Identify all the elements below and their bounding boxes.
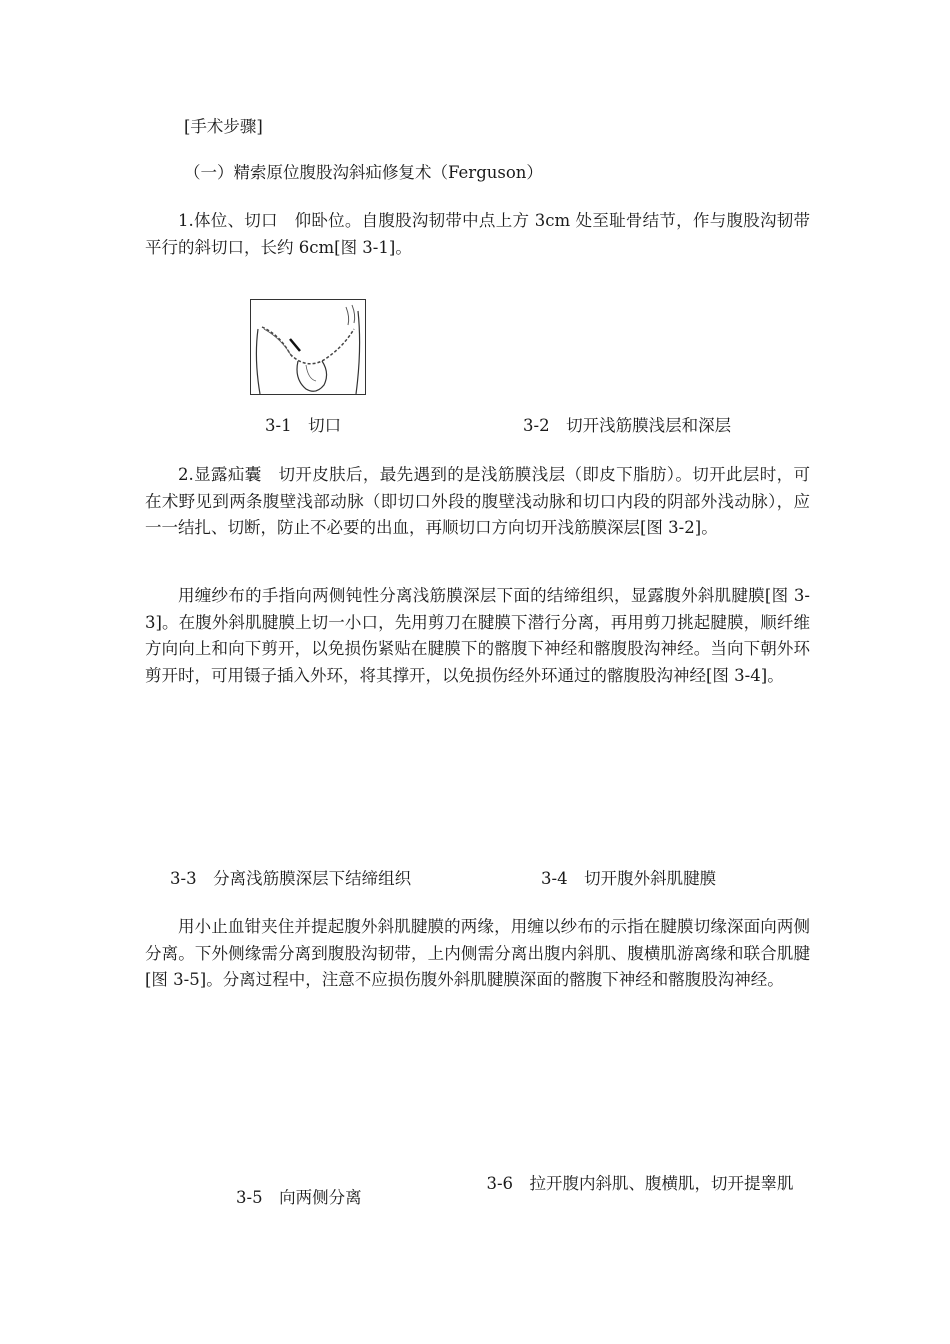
paragraph-position-incision: 1.体位、切口 仰卧位。自腹股沟韧带中点上方 3cm 处至耻骨结节，作与腹股沟韧带平行的斜切口，长约 6cm[图 3-1]。	[145, 211, 810, 257]
caption-figure-3-5: 3-5 向两侧分离	[236, 1188, 362, 1207]
paragraph-separate-tissue: 用缠纱布的手指向两侧钝性分离浅筋膜深层下面的结缔组织，显露腹外斜肌腱膜[图 3-3]。在腹外斜肌腱膜上切一小口，先用剪刀在腱膜下潜行分离，再用剪刀挑起腱膜，顺纤维方向向上和向下剪开，以免损伤紧贴在腱膜下的髂腹下神经和髂腹股沟神经。当向下朝外环剪开时，可用镊子插入外环，将其撑开，以免损伤经外环通过的髂腹股沟神经[图 3-4]。	[145, 586, 810, 685]
caption-figure-3-3: 3-3 分离浅筋膜深层下结缔组织	[170, 869, 412, 888]
procedure-subheading: （一）精索原位腹股沟斜疝修复术（Ferguson）	[184, 163, 543, 182]
paragraph-separate-aponeurosis: 用小止血钳夹住并提起腹外斜肌腱膜的两缘，用缠以纱布的示指在腱膜切缘深面向两侧分离。下外侧缘需分离到腹股沟韧带，上内侧需分离出腹内斜肌、腹横肌游离缘和联合肌腱[图 3-5]。分离过程中，注意不应损伤腹外斜肌腱膜深面的髂腹下神经和髂腹股沟神经。	[145, 917, 810, 989]
figure-3-1-illustration	[250, 299, 366, 395]
section-heading: [手术步骤]	[184, 117, 263, 136]
caption-figure-3-4: 3-4 切开腹外斜肌腱膜	[541, 869, 717, 888]
caption-figure-3-1: 3-1 切口	[265, 416, 342, 435]
incision-illustration-icon	[250, 299, 366, 395]
caption-figure-3-6: 3-6 拉开腹内斜肌、腹横肌，切开提睾肌	[486, 1174, 794, 1193]
caption-figure-3-2: 3-2 切开浅筋膜浅层和深层	[523, 416, 732, 435]
paragraph-expose-hernia-sac: 2.显露疝囊 切开皮肤后，最先遇到的是浅筋膜浅层（即皮下脂肪）。切开此层时，可在术野见到两条腹壁浅部动脉（即切口外段的腹壁浅动脉和切口内段的阴部外浅动脉），应一一结扎、切断，防止不必要的出血，再顺切口方向切开浅筋膜深层[图 3-2]。	[145, 465, 810, 537]
